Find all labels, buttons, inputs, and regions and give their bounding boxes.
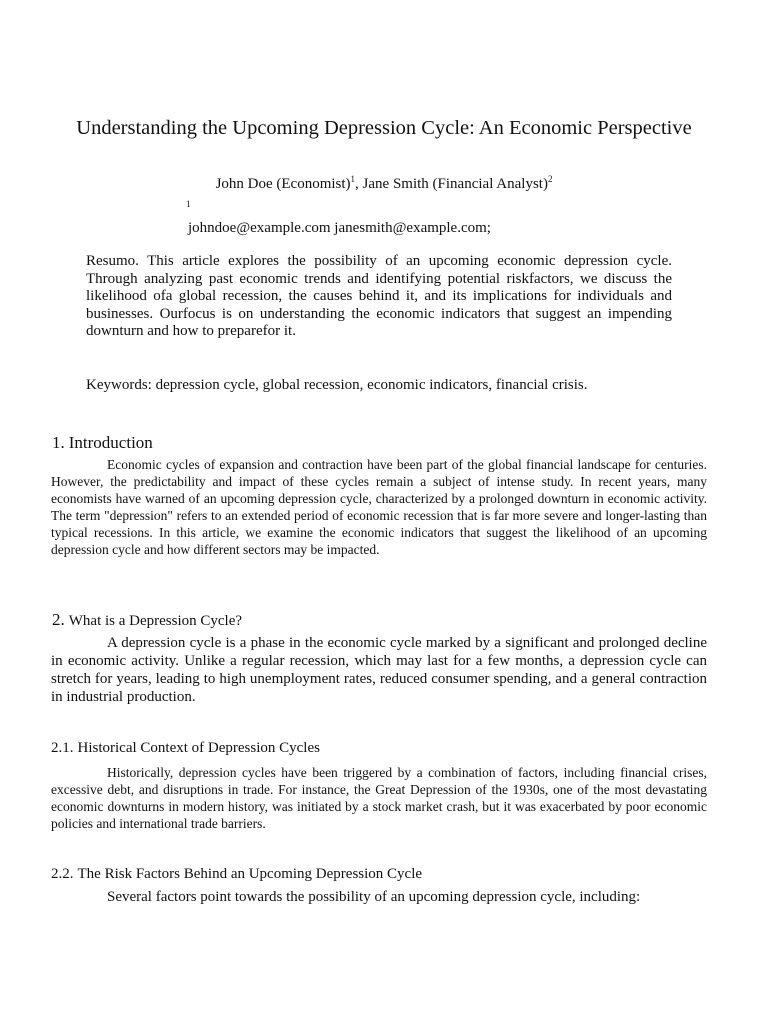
- author-2-affiliation: 2: [547, 174, 553, 184]
- author-emails: johndoe@example.com janesmith@example.com;: [188, 220, 491, 236]
- paper-title: Understanding the Upcoming Depression Cycle: An Economic Perspective: [76, 117, 692, 139]
- section-text-depression-cycle: A depression cycle is a phase in the economic cycle marked by a significant and prolonged decline in economic activity. Unlike a regular recession, which may last for a few months, a depression cycle can stretch for years, leading to high unemployment rates, reduced consumer spending, and a general contraction in industrial production.: [51, 635, 707, 705]
- author-2: Jane Smith (Financial Analyst): [362, 176, 548, 192]
- section-title: The Risk Factors Behind an Upcoming Depression Cycle: [77, 866, 423, 882]
- author-1: John Doe (Economist): [215, 176, 351, 192]
- author-line: [0, 174, 768, 194]
- affiliation-mark: 1: [186, 199, 191, 209]
- section-title: Historical Context of Depression Cycles: [77, 740, 320, 756]
- section-text-historical-context: Historically, depression cycles have been triggered by a combination of factors, including financial crises, excessive debt, and disruptions in trade. For instance, the Great Depression of the 1930s, one of the most devastating economic downturns in modern history, was initiated by a stock market crash, but it was exacerbated by poor economic policies and international trade barriers.: [51, 765, 707, 831]
- section-number: 1.: [52, 433, 65, 452]
- abstract: Resumo. This article explores the possibility of an upcoming economic depression cycle. Through analyzing past economic trends and identifying potential riskfactors, we discuss the likelihood ofa global recession, the causes behind it, and its implications for individuals and businesses. Ourfocus is on understanding the economic indicators that suggest an impending downturn and how to preparefor it.: [86, 253, 672, 340]
- author-1-affiliation: 1: [350, 174, 356, 184]
- section-text-risk-factors: Several factors point towards the possibility of an upcoming depression cycle, including:: [107, 889, 641, 905]
- section-number: 2.2.: [51, 866, 74, 882]
- section-heading-depression-cycle: [52, 610, 242, 631]
- section-heading-risk-factors: [51, 864, 422, 884]
- section-heading-introduction: [52, 433, 153, 453]
- section-text-introduction: Economic cycles of expansion and contraction have been part of the global financial landscape for centuries. However, the predictability and impact of these cycles remain a subject of intense study. In recent years, many economists have warned of an upcoming depression cycle, characterized by a prolonged downturn in economic activity. The term "depression" refers to an extended period of economic recession that is far more severe and longer-lasting than typical recessions. In this article, we examine the economic indicators that suggest the likelihood of an upcoming depression cycle and how different sectors may be impacted.: [51, 457, 707, 557]
- section-number: 2.1.: [51, 740, 74, 756]
- author-separator: ,: [355, 176, 363, 192]
- section-title: Introduction: [68, 433, 153, 452]
- section-number: 2.: [52, 610, 65, 629]
- section-heading-historical-context: [51, 738, 320, 758]
- section-title: What is a Depression Cycle?: [68, 613, 243, 629]
- keywords: Keywords: depression cycle, global recession, economic indicators, financial crisis.: [86, 377, 588, 393]
